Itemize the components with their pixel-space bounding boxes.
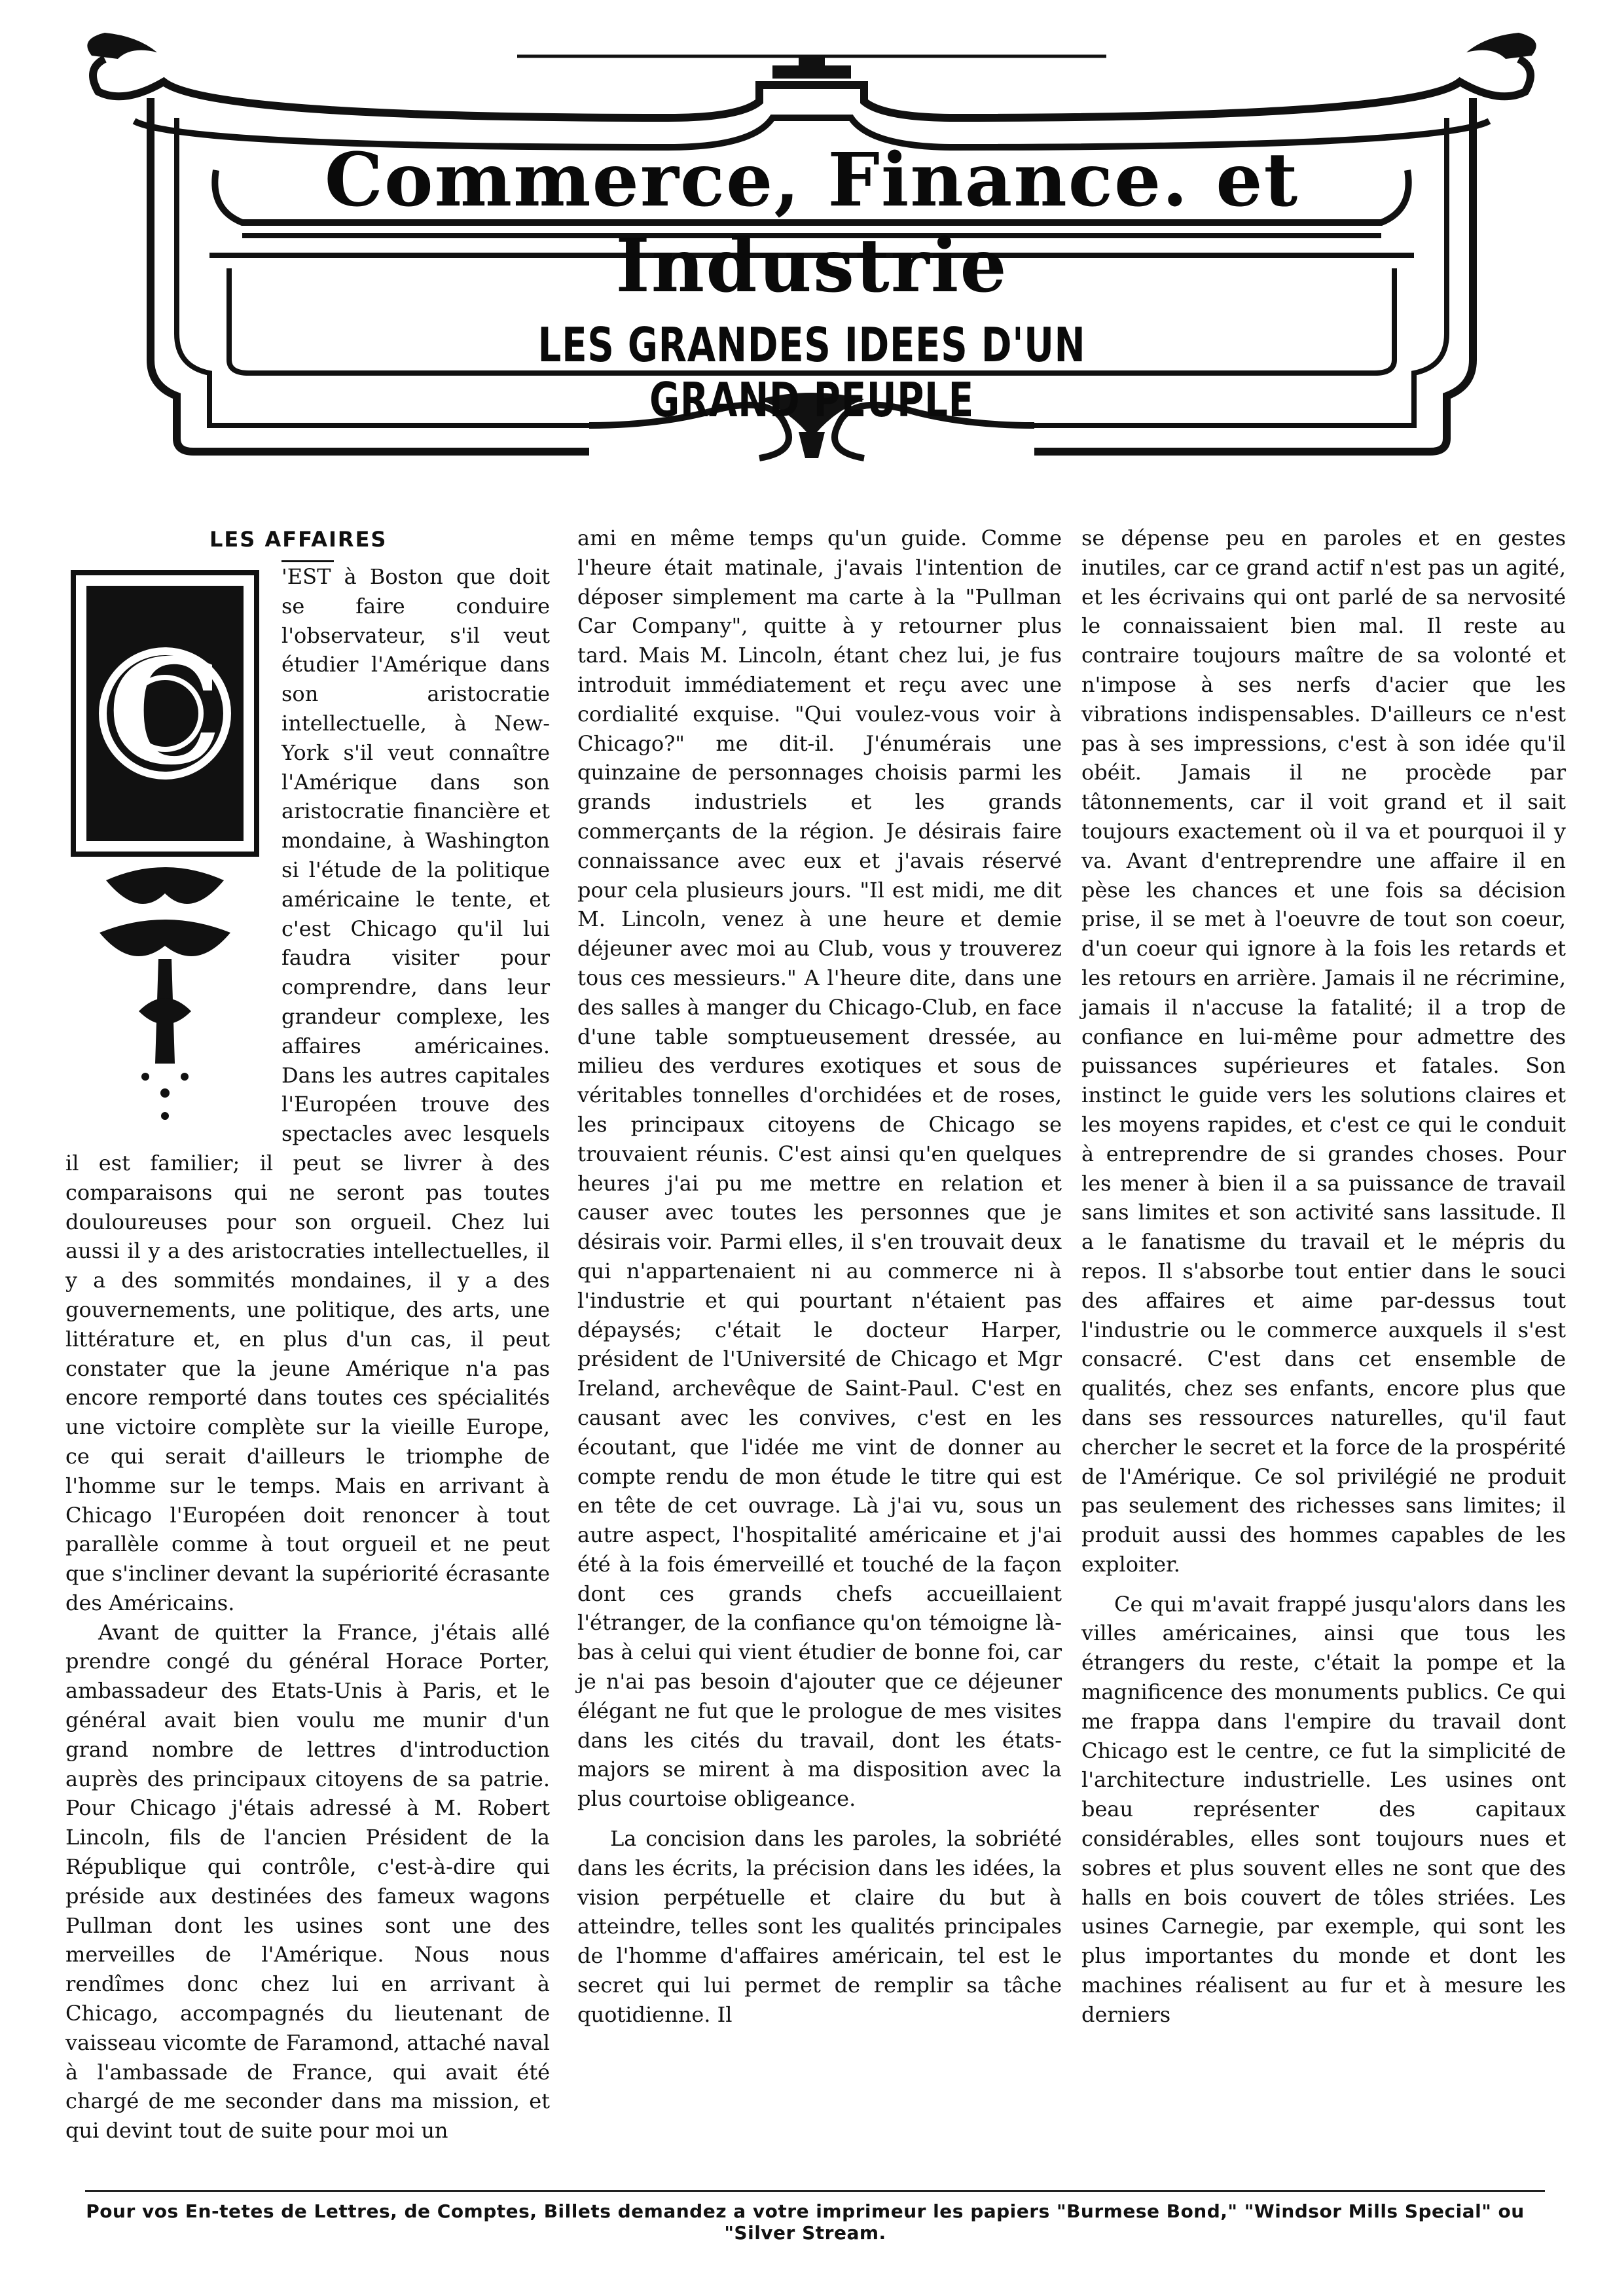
dropcap-letter: C: [107, 627, 223, 797]
article-column-1: [65, 524, 550, 2145]
footer-advertisement: Pour vos En-tetes de Lettres, de Comptes, Billets demandez a votre imprimeur les papiers "Burmese Bond," "Windsor Mills Special" ou "Silver Stream.: [86, 2200, 1525, 2244]
paragraph: Ce qui m'avait frappé jusqu'alors dans les villes américaines, ainsi que tous les étrangers du reste, c'était la pompe et la magnificence des monuments publics. Ce qui me frappa dans l'empire du travail dont Chicago est le centre, ce fut la simplicité de l'architecture industrielle. Les usines ont beau représenter des capitaux considérables, elles sont toujours nues et sobres et plus souvent elles ne sont que des halls en bois couvert de tôles striées. Les usines Carnegie, par exemple, qui sont les plus importantes du monde et dont les machines réalisent au fur et à mesure les derniers: [1081, 1591, 1566, 2027]
paragraph: La concision dans les paroles, la sobriété dans les écrits, la précision dans les idées, la vision perpétuelle et claire du but à atteindre, telles sont les qualités principales de l'homme d'affaires américain, tel est le secret qui lui permet de remplir sa tâche quotidienne. Il: [577, 1826, 1062, 2027]
paragraph: Avant de quitter la France, j'étais allé prendre congé du général Horace Porter, ambassadeur des Etats-Unis à Paris, et le général avait bien voulu me munir d'un grand nombre de lettres d'introduction auprès des principaux citoyens de sa patrie. Pour Chicago j'étais adressé à M. Robert Lincoln, fils de l'ancien Président de la République qui contrôle, c'est-à-dire qui préside aux destinées des fameux wagons Pullman dont les usines sont une des merveilles de l'Amérique. Nous nous rendîmes donc chez lui en arrivant à Chicago, accompagnés du lieutenant de vaisseau vicomte de Faramond, attaché naval à l'ambassade de France, qui avait été chargé de me seconder dans ma mission, et qui devint tout de suite pour moi un: [65, 1619, 550, 2144]
dropcap-ornament-icon: [60, 566, 270, 1129]
paragraph: 'EST à Boston que doit se faire conduire l'observateur, s'il veut étudier l'Amérique dans son aristocratie intellectuelle, à New-York s'il veut connaître l'Amérique dans son aristocratie financière et mondaine, à Washington si l'étude de la politique américaine le tente, et c'est Chicago qu'il lui faudra visiter pour comprendre, dans leur grandeur complexe, les affaires américaines. Dans les autres capitales l'Européen trouve des spectacles avec lesquels il est familier; il peut se livrer à des comparaisons qui ne seront pas toutes douloureuses pour son orgueil. Chez lui aussi il y a des aristocraties intellectuelles, il y a des sommités mondaines, il y a des gouvernements, une politique, des arts, une littérature et, en plus d'un cas, il peut constater que la jeune Amérique n'a pas encore remporté dans toutes ces spécialités une victoire complète sur la vieille Europe, ce qui serait d'ailleurs le triomphe de l'homme sur le temps. Mais en arrivant à Chicago l'Européen doit renoncer à tout parallèle comme à tout orgueil et ne peut que s'incliner devant la supériorité écrasante des Américains.: [65, 564, 550, 1615]
footer-rule: [85, 2190, 1545, 2192]
article-column-2: [577, 524, 1062, 2030]
page-title: Commerce, Finance. et Industrie: [324, 137, 1299, 309]
paragraph: ami en même temps qu'un guide. Comme l'heure était matinale, j'avais l'intention de déposer simplement ma carte à la "Pullman Car Company", quitte à y retourner plus tard. Mais M. Lincoln, étant chez lui, je fus introduit immédiatement et reçu avec une cordialité exquise. "Qui voulez-vous voir à Chicago?" me dit-il. J'énumérais une quinzaine de personnages choisis parmi les grands industriels et les grands commerçants de la région. Je désirais faire connaissance avec eux et j'avais réservé pour cela plusieurs jours. "Il est midi, me dit M. Lincoln, venez à une heure et demie déjeuner avec moi au Club, vous y trouverez tous ces messieurs." A l'heure dite, dans une des salles à manger du Chicago-Club, en face d'une table somptueusement dressée, au milieu des verdures exotiques et sous de véritables tonnelles d'orchidées et de roses, les principaux citoyens de Chicago se trouvaient réunis. C'est ainsi qu'en quelques heures j'ai pu me mettre en relation et causer avec toutes les personnes que je désirais voir. Parmi elles, il s'en trouvait deux qui n'appartenaient ni au commerce ni à l'industrie et qui pourtant n'étaient pas dépaysés; c'était le docteur Harper, président de l'Université de Chicago et Mgr Ireland, archevêque de Saint-Paul. C'est en causant avec les convives, c'est en les écoutant, que l'idée me vint de donner au compte rendu de mon étude le titre qui est en tête de cet ouvrage. Là j'ai vu, sous un autre aspect, l'hospitalité américaine et j'ai été à la fois émerveillé et touché de la façon dont ces grands chefs accueillaient l'étranger, de la confiance qu'on témoigne là-bas à celui qui vient étudier de bonne foi, car je n'ai pas besoin d'ajouter que ce déjeuner élégant ne fut que le prologue de mes visites dans les cités du travail, dont les états-majors se mirent à ma disposition avec la plus courtoise obligeance.: [577, 526, 1062, 1812]
title-banner: [79, 20, 1545, 465]
section-heading: LES AFFAIRES: [209, 527, 388, 552]
article-column-3: [1081, 524, 1566, 2030]
ornamental-dropcap: [60, 566, 270, 1129]
page-subtitle: LES GRANDES IDEES D'UN GRAND PEUPLE: [537, 317, 1086, 427]
paragraph: se dépense peu en paroles et en gestes inutiles, car ce grand actif n'est pas un agité, et les écrivains qui ont parlé de sa nervosité le connaissaient bien mal. Il reste au contraire toujours maître de sa volonté et n'impose à ses nerfs d'acier que les vibrations indispensables. D'ailleurs ce n'est pas à ses impressions, c'est à son idée qu'il obéit. Jamais il ne procède par tâtonnements, car il voit grand et il sait toujours exactement où il va et pourquoi il y va. Avant d'entreprendre une affaire il en pèse les chances et une fois sa décision prise, il se met à l'oeuvre de tout son coeur, d'un coeur qui ignore à la fois les retards et les retours en arrière. Jamais il ne récrimine, jamais il n'accuse la fatalité; il a trop de confiance en lui-même pour admettre des puissances supérieures et fatales. Son instinct le guide vers les solutions claires et les moyens rapides, et c'est ce qui le conduit à entreprendre de si grandes choses. Pour les mener à bien il a sa puissance de travail sans limites et son activité sans lassitude. Il a le fanatisme du travail et le mépris du repos. Il s'absorbe tout entier dans le souci des affaires et aime par-dessus tout l'industrie ou le commerce auxquels il s'est consacré. C'est dans cet ensemble de qualités, chez ses enfants, encore plus que dans ses ressources naturelles, qu'il faut chercher le secret et la force de la prospérité de l'Amérique. Ce sol privilégié ne produit pas seulement des richesses sans limites; il produit aussi des hommes capables de les exploiter.: [1081, 526, 1566, 1577]
